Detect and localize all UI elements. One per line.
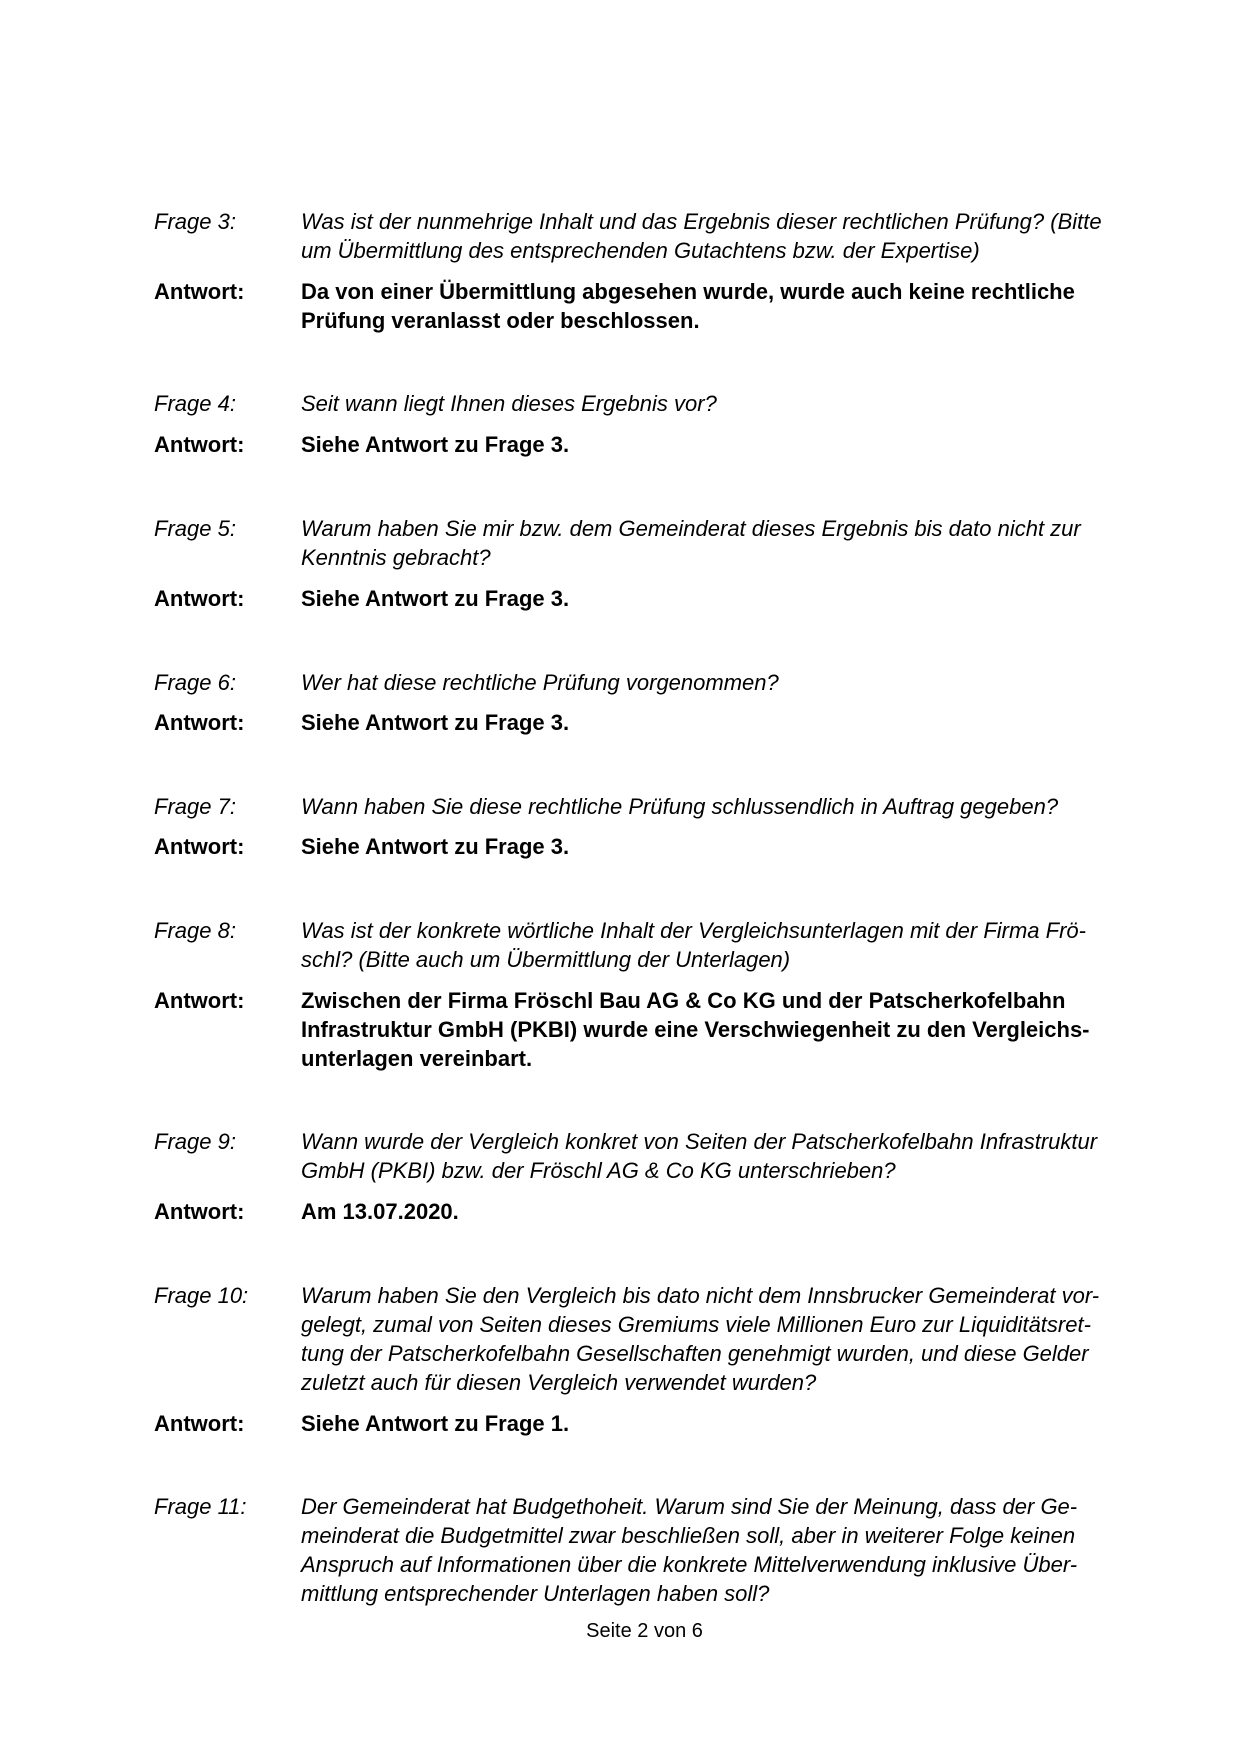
answer-label: Antwort: [154,1411,245,1436]
answer-text: Siehe Antwort zu Frage 3. [301,710,570,735]
question-label: Frage 6: [154,670,236,695]
question-label: Frage 3: [154,209,236,234]
answer-label: Antwort: [154,1199,245,1224]
question-text: Was ist der nunmehrige Inhalt und das Ergebnis dieser rechtlichen Prüfung? (Bitte um Übermittlung des entsprechenden Gutachtens bzw. der Expertise) [301,209,1102,263]
question-text: Wann haben Sie diese rechtliche Prüfung schlussendlich in Auftrag gegeben? [301,794,1059,819]
answer-label: Antwort: [154,432,245,457]
question-label: Frage 11: [154,1494,247,1519]
page-footer: Seite 2 von 6 [586,1620,703,1642]
answer-label: Antwort: [154,834,245,859]
answer-label: Antwort: [154,710,245,735]
question-text: Seit wann liegt Ihnen dieses Ergebnis vor? [301,391,717,416]
question-text: Was ist der konkrete wörtliche Inhalt der Vergleichsunterlagen mit der Firma Frö- schl? (Bitte auch um Übermittlung der Unterlagen) [301,918,1086,972]
answer-label: Antwort: [154,586,245,611]
question-label: Frage 7: [154,794,236,819]
question-label: Frage 9: [154,1129,236,1154]
question-text: Warum haben Sie den Vergleich bis dato nicht dem Innsbrucker Gemeinderat vor- gelegt, zumal von Seiten dieses Gremiums viele Millionen Euro zur Liquiditätsret- tung der Patscherkofelbahn Gesellschaften genehmigt wurden, und diese Gelder zuletzt auch für diesen Vergleich verwendet wurden? [301,1283,1100,1395]
answer-label: Antwort: [154,988,245,1013]
question-text: Der Gemeinderat hat Budgethoheit. Warum sind Sie der Meinung, dass der Ge- meinderat die Budgetmittel zwar beschließen soll, aber in weiterer Folge keinen Anspruch auf Informationen über die konkrete Mittelverwendung inklusive Über- mittlung entsprechender Unterlagen haben soll? [301,1494,1078,1606]
answer-label: Antwort: [154,279,245,304]
answer-text: Am 13.07.2020. [301,1199,459,1224]
answer-text: Zwischen der Firma Fröschl Bau AG & Co KG und der Patscherkofelbahn Infrastruktur GmbH (PKBI) wurde eine Verschwiegenheit zu den Vergleichs- unterlagen vereinbart. [301,988,1090,1071]
answer-text: Siehe Antwort zu Frage 1. [301,1411,570,1436]
answer-text: Siehe Antwort zu Frage 3. [301,586,570,611]
answer-text: Siehe Antwort zu Frage 3. [301,834,570,859]
answer-text: Da von einer Übermittlung abgesehen wurde, wurde auch keine rechtliche Prüfung veranlasst oder beschlossen. [301,279,1075,333]
question-text: Warum haben Sie mir bzw. dem Gemeinderat dieses Ergebnis bis dato nicht zur Kenntnis gebracht? [301,516,1081,570]
question-label: Frage 8: [154,918,236,943]
question-label: Frage 4: [154,391,236,416]
answer-text: Siehe Antwort zu Frage 3. [301,432,570,457]
question-text: Wer hat diese rechtliche Prüfung vorgenommen? [301,670,779,695]
question-label: Frage 10: [154,1283,249,1308]
question-text: Wann wurde der Vergleich konkret von Seiten der Patscherkofelbahn Infrastruktur GmbH (PKBI) bzw. der Fröschl AG & Co KG unterschrieben? [301,1129,1098,1183]
question-label: Frage 5: [154,516,236,541]
